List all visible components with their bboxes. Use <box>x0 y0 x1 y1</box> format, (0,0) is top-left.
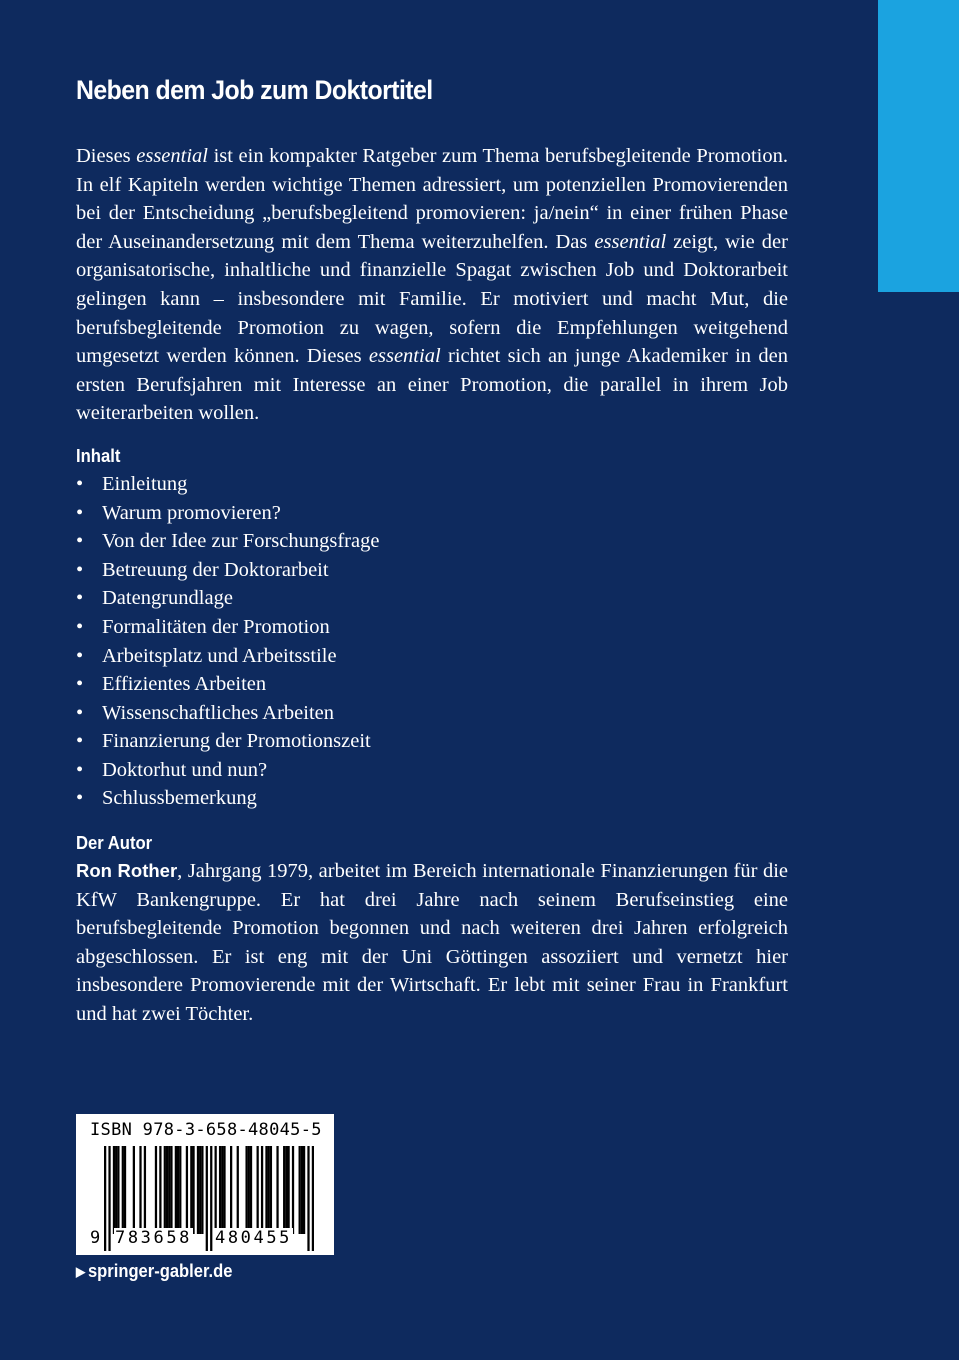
bullet-icon: • <box>76 501 84 524</box>
book-title: Neben dem Job zum Doktortitel <box>76 75 433 105</box>
barcode-bar <box>166 1146 168 1234</box>
bullet-icon: • <box>76 701 84 724</box>
barcode-bar <box>122 1146 124 1234</box>
bullet-icon: • <box>76 673 84 696</box>
contents-item-label: Datengrundlage <box>102 587 233 610</box>
barcode-bar <box>230 1146 232 1234</box>
contents-item <box>76 642 788 671</box>
barcode-digits-left: 783658 <box>115 1228 193 1248</box>
bullet-icon: • <box>76 558 84 581</box>
contents-item <box>76 670 788 699</box>
description-emphasis: essential <box>368 345 441 368</box>
bullet-icon: • <box>76 644 84 667</box>
description-text: Dieses <box>76 145 137 167</box>
barcode-bar <box>159 1146 161 1234</box>
barcode-bar <box>155 1146 157 1234</box>
barcode-bar <box>175 1146 177 1234</box>
barcode-bar <box>144 1146 146 1234</box>
barcode-bar <box>237 1146 239 1234</box>
barcode-bar <box>312 1146 314 1251</box>
barcode-bar <box>287 1146 289 1234</box>
barcode-bar <box>221 1146 223 1234</box>
contents-item-label: Einleitung <box>102 472 188 495</box>
barcode-bar <box>257 1146 259 1234</box>
barcode-bar <box>215 1146 217 1234</box>
barcode-bar <box>276 1146 278 1234</box>
barcode-bar <box>115 1146 117 1234</box>
barcode-bar <box>192 1146 194 1234</box>
barcode-bar <box>301 1146 303 1234</box>
contents-list <box>76 470 788 813</box>
barcode-bar <box>104 1146 106 1251</box>
barcode-bar <box>113 1146 115 1234</box>
barcode-bar <box>283 1146 285 1234</box>
barcode-bar <box>168 1146 170 1234</box>
description-text: richtet sich an junge Akademiker in den ersten Berufsjahren mit Interesse an einer Promotion, die parallel in ihrem Job weiterarbeiten wollen. <box>76 345 788 425</box>
contents-item <box>76 784 788 813</box>
publisher-url: springer-gabler.de <box>87 1261 233 1281</box>
barcode-bar <box>261 1146 263 1234</box>
barcode-bar <box>299 1146 301 1234</box>
contents-item-label: Effizientes Arbeiten <box>102 673 267 696</box>
description-emphasis: essential <box>594 230 667 253</box>
barcode-bar <box>133 1146 135 1234</box>
bullet-icon: • <box>76 730 84 753</box>
barcode-bar <box>108 1146 110 1251</box>
contents-item-label: Betreuung der Doktorarbeit <box>102 558 329 581</box>
contents-item-label: Wissenschaftliches Arbeiten <box>102 701 335 724</box>
barcode-bar <box>250 1146 252 1234</box>
contents-item <box>76 556 788 585</box>
contents-item-label: Arbeitsplatz und Arbeitsstile <box>102 644 337 667</box>
author-name: Ron Rother <box>76 860 178 882</box>
publisher-link[interactable] <box>76 1261 232 1282</box>
contents-item <box>76 470 788 499</box>
barcode-bar <box>303 1146 305 1234</box>
barcode-bar <box>179 1146 181 1234</box>
barcode-digits-right: 480455 <box>215 1228 293 1248</box>
contents-item <box>76 527 788 556</box>
contents-item <box>76 499 788 528</box>
description-emphasis: essential <box>136 145 208 167</box>
author-heading: Der Autor <box>76 832 153 854</box>
barcode-bar <box>307 1146 309 1251</box>
barcode-bar <box>199 1146 201 1234</box>
barcode-bar <box>139 1146 141 1234</box>
bullet-icon: • <box>76 787 84 810</box>
barcode-bar <box>219 1146 221 1234</box>
contents-item-label: Doktorhut und nun? <box>102 758 268 781</box>
barcode-bar <box>245 1146 247 1234</box>
description-text: zeigt, wie der organisatorische, inhaltliche und finanzielle Spagat zwischen Job und Doktorarbeit gelingen kann – insbesondere mit Familie. Er motiviert und macht Mut, die berufsbegleitende Promotion zu wagen, sofern die Empfehlungen weitgehend umgesetzt werden können. Dieses <box>76 230 788 368</box>
barcode-bar <box>292 1146 294 1234</box>
bullet-icon: • <box>76 615 84 638</box>
barcode-bar <box>201 1146 203 1234</box>
barcode-digit-first: 9 <box>90 1228 101 1248</box>
contents-item <box>76 727 788 756</box>
contents-item-label: Formalitäten der Promotion <box>102 615 330 638</box>
accent-bar <box>878 0 959 292</box>
arrow-icon: ▶ <box>76 1264 86 1279</box>
isbn-label: ISBN 978-3-658-48045-5 <box>90 1120 322 1140</box>
contents-item-label: Finanzierung der Promotionszeit <box>102 730 371 753</box>
barcode-bar <box>124 1146 126 1234</box>
barcode-bar <box>270 1146 272 1234</box>
contents-item <box>76 699 788 728</box>
barcode-bar <box>186 1146 188 1234</box>
barcode-bar <box>170 1146 172 1234</box>
contents-heading: Inhalt <box>76 444 121 466</box>
barcode-bar <box>210 1146 212 1251</box>
bullet-icon: • <box>76 472 84 495</box>
contents-item <box>76 613 788 642</box>
back-cover-content <box>76 72 788 1029</box>
book-description <box>76 142 788 428</box>
barcode-bar <box>177 1146 179 1234</box>
author-bio-text: , Jahrgang 1979, arbeitet im Bereich internationale Finanzierungen für die KfW Bankengruppe. Er hat drei Jahre nach seinem Berufseinstieg eine berufsbegleitende Promotion begonnen und nach weiteren drei Jahren erfolgreich abgeschlossen. Er ist eng mit der Uni Göttingen assoziiert und vernetzt hier insbesondere Promovierende mit der Wirtschaft. Er lebt mit seiner Frau in Frankfurt und hat zwei Töchter. <box>76 860 788 1026</box>
barcode-bar <box>268 1146 270 1234</box>
description-text: ist ein kompakter Ratgeber zum Thema berufsbegleitende Promotion. In elf Kapiteln werden wichtige Themen adressiert, um potenziellen Promovierenden bei der Entscheidung „berufsbegleitend promovieren: ja/nein“ in einer frühen Phase der Auseinandersetzung mit dem Thema weiterzuhelfen. Das <box>76 145 789 253</box>
isbn-barcode <box>76 1114 334 1255</box>
barcode-bar <box>206 1146 208 1251</box>
contents-item-label: Von der Idee zur Forschungsfrage <box>102 530 380 553</box>
contents-item <box>76 584 788 613</box>
barcode-bar <box>285 1146 287 1234</box>
bullet-icon: • <box>76 530 84 553</box>
barcode-bar <box>117 1146 119 1234</box>
barcode-bar <box>265 1146 267 1234</box>
author-bio <box>76 857 788 1029</box>
bullet-icon: • <box>76 758 84 781</box>
barcode-bar <box>223 1146 225 1234</box>
contents-item-label: Schlussbemerkung <box>102 787 257 810</box>
bullet-icon: • <box>76 587 84 610</box>
barcode-bar <box>197 1146 199 1234</box>
contents-item-label: Warum promovieren? <box>102 501 281 524</box>
barcode-bar <box>164 1146 166 1234</box>
barcode-bar <box>248 1146 250 1234</box>
contents-item <box>76 756 788 785</box>
barcode-bar <box>190 1146 192 1234</box>
